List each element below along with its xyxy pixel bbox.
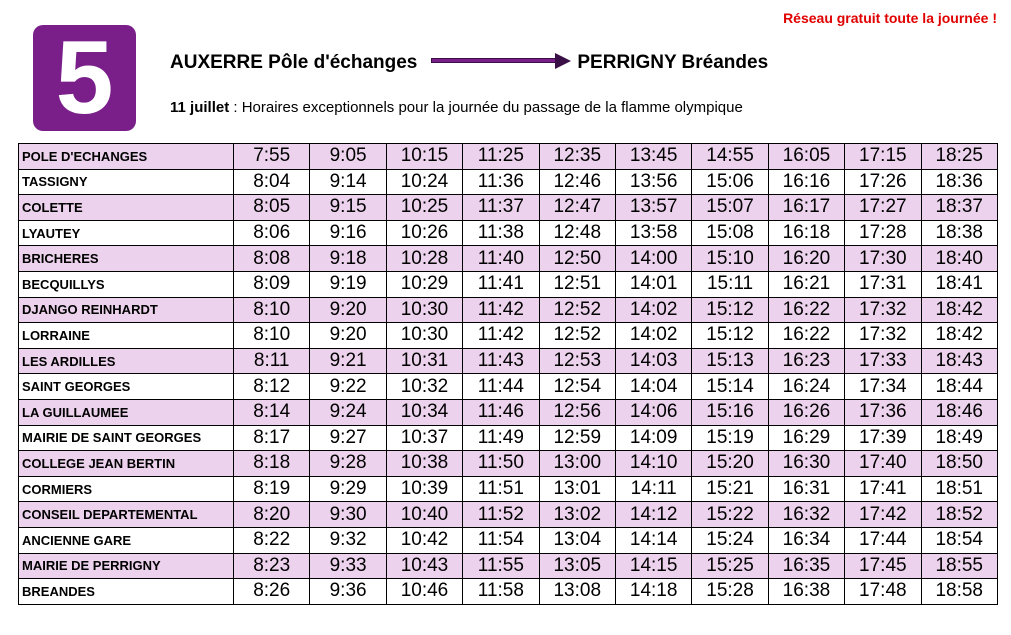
departure-time: 12:59 bbox=[539, 425, 615, 451]
departure-time: 17:32 bbox=[845, 323, 921, 349]
departure-time: 10:46 bbox=[386, 579, 462, 605]
table-row bbox=[19, 144, 998, 170]
departure-time: 14:01 bbox=[615, 271, 691, 297]
departure-time: 15:07 bbox=[692, 195, 768, 221]
table-row bbox=[19, 348, 998, 374]
departure-time: 9:32 bbox=[310, 527, 386, 553]
departure-time: 11:55 bbox=[463, 553, 539, 579]
departure-time: 8:04 bbox=[234, 169, 310, 195]
departure-time: 9:24 bbox=[310, 399, 386, 425]
departure-time: 12:50 bbox=[539, 246, 615, 272]
departure-time: 18:54 bbox=[921, 527, 997, 553]
table-row bbox=[19, 195, 998, 221]
departure-time: 13:04 bbox=[539, 527, 615, 553]
departure-time: 14:09 bbox=[615, 425, 691, 451]
departure-time: 8:22 bbox=[234, 527, 310, 553]
departure-time: 11:58 bbox=[463, 579, 539, 605]
departure-time: 12:53 bbox=[539, 348, 615, 374]
departure-time: 13:56 bbox=[615, 169, 691, 195]
table-row bbox=[19, 323, 998, 349]
departure-time: 18:42 bbox=[921, 297, 997, 323]
departure-time: 13:01 bbox=[539, 476, 615, 502]
departure-time: 11:40 bbox=[463, 246, 539, 272]
departure-time: 14:03 bbox=[615, 348, 691, 374]
departure-time: 12:48 bbox=[539, 220, 615, 246]
departure-time: 10:29 bbox=[386, 271, 462, 297]
departure-time: 9:27 bbox=[310, 425, 386, 451]
departure-time: 11:42 bbox=[463, 323, 539, 349]
stop-name: CONSEIL DEPARTEMENTAL bbox=[19, 502, 234, 528]
departure-time: 10:26 bbox=[386, 220, 462, 246]
departure-time: 14:18 bbox=[615, 579, 691, 605]
departure-time: 11:41 bbox=[463, 271, 539, 297]
departure-time: 14:11 bbox=[615, 476, 691, 502]
departure-time: 10:30 bbox=[386, 297, 462, 323]
departure-time: 10:30 bbox=[386, 323, 462, 349]
departure-time: 14:02 bbox=[615, 323, 691, 349]
departure-time: 11:25 bbox=[463, 144, 539, 170]
stop-name: CORMIERS bbox=[19, 476, 234, 502]
departure-time: 10:24 bbox=[386, 169, 462, 195]
departure-time: 18:49 bbox=[921, 425, 997, 451]
departure-time: 8:10 bbox=[234, 297, 310, 323]
stop-name: LA GUILLAUMEE bbox=[19, 399, 234, 425]
departure-time: 13:45 bbox=[615, 144, 691, 170]
table-row bbox=[19, 451, 998, 477]
line-number-badge bbox=[33, 20, 136, 136]
departure-time: 15:22 bbox=[692, 502, 768, 528]
departure-time: 18:43 bbox=[921, 348, 997, 374]
stop-name: TASSIGNY bbox=[19, 169, 234, 195]
departure-time: 16:29 bbox=[768, 425, 844, 451]
schedule-note bbox=[170, 99, 743, 116]
departure-time: 16:23 bbox=[768, 348, 844, 374]
departure-time: 10:34 bbox=[386, 399, 462, 425]
departure-time: 17:42 bbox=[845, 502, 921, 528]
departure-time: 15:16 bbox=[692, 399, 768, 425]
table-row bbox=[19, 553, 998, 579]
departure-time: 18:38 bbox=[921, 220, 997, 246]
departure-time: 14:15 bbox=[615, 553, 691, 579]
departure-time: 8:09 bbox=[234, 271, 310, 297]
departure-time: 17:34 bbox=[845, 374, 921, 400]
table-row bbox=[19, 374, 998, 400]
departure-time: 14:10 bbox=[615, 451, 691, 477]
departure-time: 13:58 bbox=[615, 220, 691, 246]
departure-time: 11:54 bbox=[463, 527, 539, 553]
table-row bbox=[19, 271, 998, 297]
stop-name: BRICHERES bbox=[19, 246, 234, 272]
departure-time: 10:25 bbox=[386, 195, 462, 221]
route-origin: AUXERRE Pôle d'échanges bbox=[170, 52, 418, 73]
departure-time: 16:38 bbox=[768, 579, 844, 605]
departure-time: 9:21 bbox=[310, 348, 386, 374]
departure-time: 18:50 bbox=[921, 451, 997, 477]
departure-time: 10:39 bbox=[386, 476, 462, 502]
departure-time: 15:08 bbox=[692, 220, 768, 246]
departure-time: 16:35 bbox=[768, 553, 844, 579]
departure-time: 15:12 bbox=[692, 297, 768, 323]
stop-name: LES ARDILLES bbox=[19, 348, 234, 374]
departure-time: 13:00 bbox=[539, 451, 615, 477]
departure-time: 17:44 bbox=[845, 527, 921, 553]
stop-name: DJANGO REINHARDT bbox=[19, 297, 234, 323]
departure-time: 10:38 bbox=[386, 451, 462, 477]
departure-time: 8:19 bbox=[234, 476, 310, 502]
departure-time: 17:39 bbox=[845, 425, 921, 451]
departure-time: 18:25 bbox=[921, 144, 997, 170]
departure-time: 14:14 bbox=[615, 527, 691, 553]
departure-time: 16:21 bbox=[768, 271, 844, 297]
departure-time: 10:15 bbox=[386, 144, 462, 170]
departure-time: 16:20 bbox=[768, 246, 844, 272]
stop-name: COLETTE bbox=[19, 195, 234, 221]
departure-time: 11:36 bbox=[463, 169, 539, 195]
departure-time: 16:05 bbox=[768, 144, 844, 170]
departure-time: 8:11 bbox=[234, 348, 310, 374]
departure-time: 8:20 bbox=[234, 502, 310, 528]
departure-time: 14:00 bbox=[615, 246, 691, 272]
departure-time: 14:06 bbox=[615, 399, 691, 425]
stop-name: LYAUTEY bbox=[19, 220, 234, 246]
table-row bbox=[19, 425, 998, 451]
stop-name: ANCIENNE GARE bbox=[19, 527, 234, 553]
departure-time: 9:29 bbox=[310, 476, 386, 502]
departure-time: 15:11 bbox=[692, 271, 768, 297]
departure-time: 11:42 bbox=[463, 297, 539, 323]
table-row bbox=[19, 297, 998, 323]
departure-time: 8:18 bbox=[234, 451, 310, 477]
stop-name: MAIRIE DE SAINT GEORGES bbox=[19, 425, 234, 451]
departure-time: 16:16 bbox=[768, 169, 844, 195]
departure-time: 12:52 bbox=[539, 297, 615, 323]
departure-time: 12:54 bbox=[539, 374, 615, 400]
departure-time: 9:22 bbox=[310, 374, 386, 400]
departure-time: 18:46 bbox=[921, 399, 997, 425]
route-destination: PERRIGNY Bréandes bbox=[577, 52, 769, 73]
departure-time: 16:26 bbox=[768, 399, 844, 425]
departure-time: 16:18 bbox=[768, 220, 844, 246]
departure-time: 16:17 bbox=[768, 195, 844, 221]
departure-time: 9:36 bbox=[310, 579, 386, 605]
departure-time: 11:46 bbox=[463, 399, 539, 425]
departure-time: 15:06 bbox=[692, 169, 768, 195]
departure-time: 9:20 bbox=[310, 297, 386, 323]
departure-time: 17:32 bbox=[845, 297, 921, 323]
departure-time: 13:08 bbox=[539, 579, 615, 605]
table-row bbox=[19, 476, 998, 502]
departure-time: 9:05 bbox=[310, 144, 386, 170]
departure-time: 9:20 bbox=[310, 323, 386, 349]
departure-time: 8:12 bbox=[234, 374, 310, 400]
departure-time: 8:05 bbox=[234, 195, 310, 221]
departure-time: 9:28 bbox=[310, 451, 386, 477]
table-row bbox=[19, 246, 998, 272]
departure-time: 11:52 bbox=[463, 502, 539, 528]
departure-time: 17:45 bbox=[845, 553, 921, 579]
departure-time: 10:31 bbox=[386, 348, 462, 374]
departure-time: 18:41 bbox=[921, 271, 997, 297]
departure-time: 9:33 bbox=[310, 553, 386, 579]
departure-time: 13:05 bbox=[539, 553, 615, 579]
departure-time: 15:13 bbox=[692, 348, 768, 374]
departure-time: 18:37 bbox=[921, 195, 997, 221]
free-network-notice: Réseau gratuit toute la journée ! bbox=[783, 10, 997, 26]
departure-time: 17:26 bbox=[845, 169, 921, 195]
departure-time: 9:15 bbox=[310, 195, 386, 221]
departure-time: 9:30 bbox=[310, 502, 386, 528]
departure-time: 9:19 bbox=[310, 271, 386, 297]
schedule-date: 11 juillet bbox=[170, 99, 230, 116]
table-row bbox=[19, 579, 998, 605]
departure-time: 15:10 bbox=[692, 246, 768, 272]
departure-time: 12:47 bbox=[539, 195, 615, 221]
departure-time: 16:34 bbox=[768, 527, 844, 553]
departure-time: 15:12 bbox=[692, 323, 768, 349]
departure-time: 9:16 bbox=[310, 220, 386, 246]
departure-time: 14:02 bbox=[615, 297, 691, 323]
departure-time: 18:55 bbox=[921, 553, 997, 579]
departure-time: 18:36 bbox=[921, 169, 997, 195]
departure-time: 18:52 bbox=[921, 502, 997, 528]
departure-time: 18:42 bbox=[921, 323, 997, 349]
departure-time: 16:30 bbox=[768, 451, 844, 477]
departure-time: 15:28 bbox=[692, 579, 768, 605]
departure-time: 12:52 bbox=[539, 323, 615, 349]
departure-time: 8:10 bbox=[234, 323, 310, 349]
departure-time: 8:17 bbox=[234, 425, 310, 451]
departure-time: 17:33 bbox=[845, 348, 921, 374]
stop-name: COLLEGE JEAN BERTIN bbox=[19, 451, 234, 477]
departure-time: 9:18 bbox=[310, 246, 386, 272]
table-row bbox=[19, 502, 998, 528]
departure-time: 10:37 bbox=[386, 425, 462, 451]
departure-time: 12:46 bbox=[539, 169, 615, 195]
departure-time: 11:37 bbox=[463, 195, 539, 221]
departure-time: 8:26 bbox=[234, 579, 310, 605]
departure-time: 17:31 bbox=[845, 271, 921, 297]
departure-time: 13:02 bbox=[539, 502, 615, 528]
departure-time: 8:08 bbox=[234, 246, 310, 272]
departure-time: 15:24 bbox=[692, 527, 768, 553]
departure-time: 8:23 bbox=[234, 553, 310, 579]
stop-name: MAIRIE DE PERRIGNY bbox=[19, 553, 234, 579]
departure-time: 9:14 bbox=[310, 169, 386, 195]
departure-time: 12:56 bbox=[539, 399, 615, 425]
departure-time: 16:32 bbox=[768, 502, 844, 528]
departure-time: 15:20 bbox=[692, 451, 768, 477]
departure-time: 11:38 bbox=[463, 220, 539, 246]
table-row bbox=[19, 169, 998, 195]
departure-time: 16:22 bbox=[768, 323, 844, 349]
table-row bbox=[19, 220, 998, 246]
departure-time: 10:43 bbox=[386, 553, 462, 579]
departure-time: 16:24 bbox=[768, 374, 844, 400]
departure-time: 18:40 bbox=[921, 246, 997, 272]
departure-time: 17:27 bbox=[845, 195, 921, 221]
departure-time: 15:25 bbox=[692, 553, 768, 579]
departure-time: 17:36 bbox=[845, 399, 921, 425]
departure-time: 16:22 bbox=[768, 297, 844, 323]
departure-time: 10:42 bbox=[386, 527, 462, 553]
departure-time: 14:04 bbox=[615, 374, 691, 400]
line-number: 5 bbox=[55, 20, 114, 136]
departure-time: 15:19 bbox=[692, 425, 768, 451]
departure-time: 17:30 bbox=[845, 246, 921, 272]
departure-time: 11:49 bbox=[463, 425, 539, 451]
departure-time: 11:44 bbox=[463, 374, 539, 400]
departure-time: 8:14 bbox=[234, 399, 310, 425]
departure-time: 11:43 bbox=[463, 348, 539, 374]
departure-time: 18:44 bbox=[921, 374, 997, 400]
right-arrow-icon bbox=[431, 51, 571, 71]
stop-name: LORRAINE bbox=[19, 323, 234, 349]
departure-time: 17:15 bbox=[845, 144, 921, 170]
departure-time: 17:41 bbox=[845, 476, 921, 502]
schedule-description: : Horaires exceptionnels pour la journée du passage de la flamme olympique bbox=[229, 99, 743, 116]
departure-time: 16:31 bbox=[768, 476, 844, 502]
departure-time: 12:35 bbox=[539, 144, 615, 170]
departure-time: 7:55 bbox=[234, 144, 310, 170]
departure-time: 17:40 bbox=[845, 451, 921, 477]
departure-time: 8:06 bbox=[234, 220, 310, 246]
departure-time: 14:12 bbox=[615, 502, 691, 528]
departure-time: 18:58 bbox=[921, 579, 997, 605]
departure-time: 17:28 bbox=[845, 220, 921, 246]
departure-time: 17:48 bbox=[845, 579, 921, 605]
stop-name: BREANDES bbox=[19, 579, 234, 605]
table-row bbox=[19, 399, 998, 425]
departure-time: 10:32 bbox=[386, 374, 462, 400]
departure-time: 15:21 bbox=[692, 476, 768, 502]
departure-time: 12:51 bbox=[539, 271, 615, 297]
departure-time: 10:40 bbox=[386, 502, 462, 528]
departure-time: 15:14 bbox=[692, 374, 768, 400]
departure-time: 14:55 bbox=[692, 144, 768, 170]
departure-time: 11:51 bbox=[463, 476, 539, 502]
departure-time: 11:50 bbox=[463, 451, 539, 477]
departure-time: 10:28 bbox=[386, 246, 462, 272]
stop-name: SAINT GEORGES bbox=[19, 374, 234, 400]
departure-time: 13:57 bbox=[615, 195, 691, 221]
route-header bbox=[170, 52, 768, 74]
stop-name: POLE D'ECHANGES bbox=[19, 144, 234, 170]
departure-time: 18:51 bbox=[921, 476, 997, 502]
table-row bbox=[19, 527, 998, 553]
timetable bbox=[18, 143, 998, 605]
stop-name: BECQUILLYS bbox=[19, 271, 234, 297]
